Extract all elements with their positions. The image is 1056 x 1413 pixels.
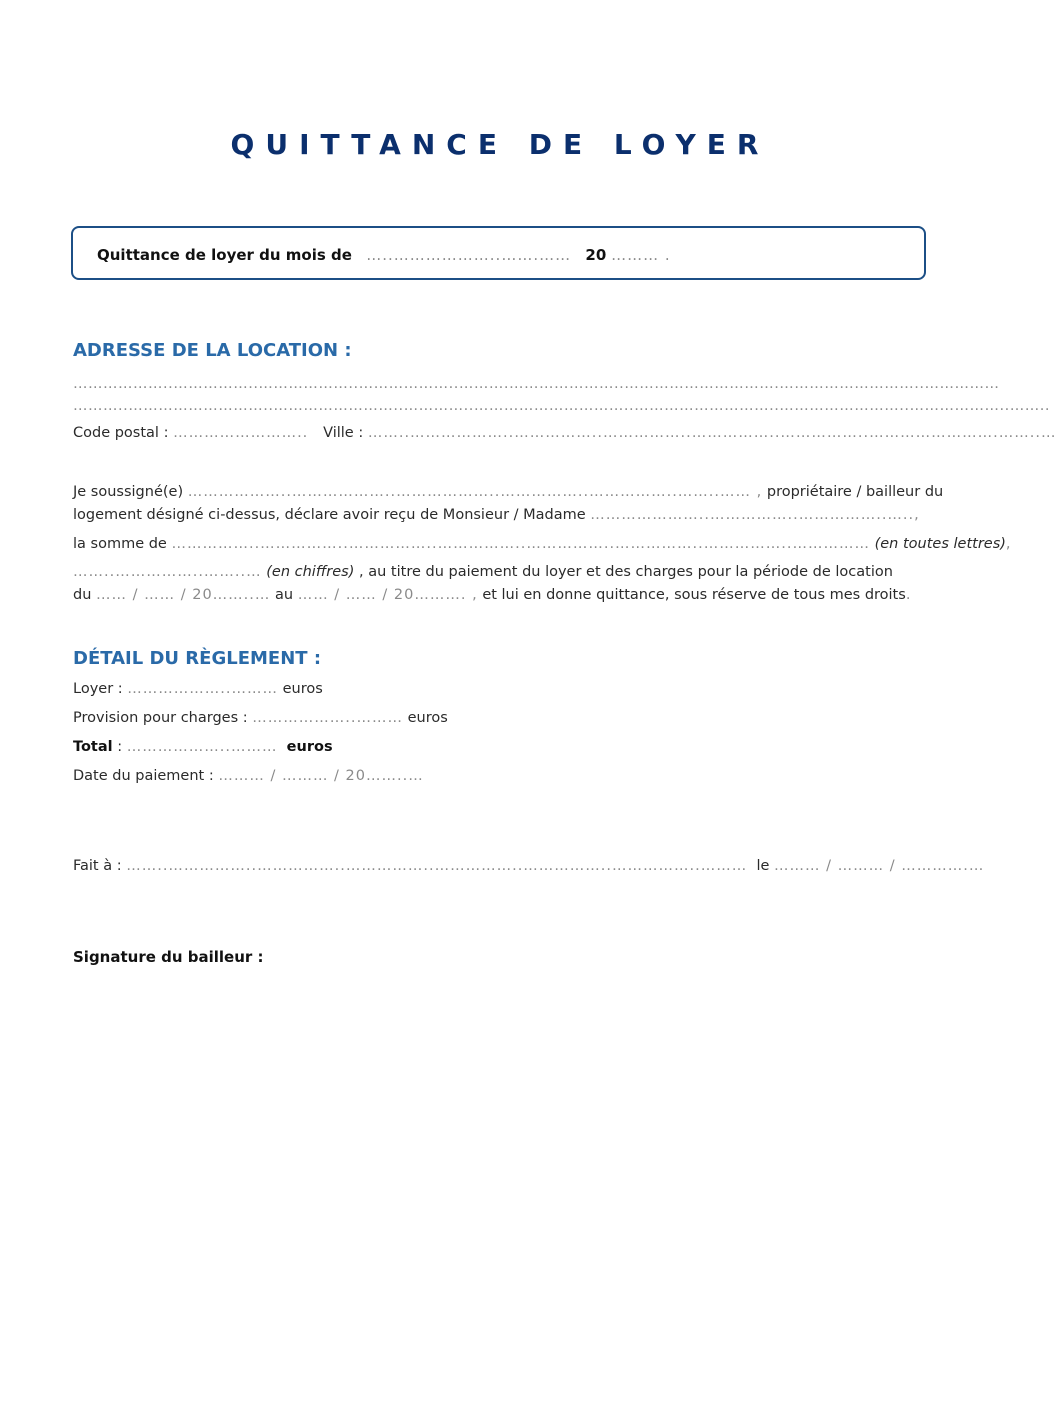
declaration-text: et lui en donne quittance, sous réserve de tous mes droits <box>482 587 906 603</box>
payment-date-row <box>73 768 918 784</box>
declaration-line-5 <box>73 587 918 603</box>
total-unit: euros <box>286 739 333 755</box>
place-field[interactable]: ……..……………..……………..……………..……………..……………..……………..……… <box>126 858 748 874</box>
signature-label: Signature du bailleur : <box>73 948 264 966</box>
total-sep: : <box>112 739 123 755</box>
charges-label: Provision pour charges : <box>73 710 248 726</box>
payment-date-field[interactable]: ……… / ……… / 20 <box>218 768 367 784</box>
made-at-row <box>73 858 985 874</box>
year-field[interactable]: ……… . <box>611 246 671 264</box>
declaration-line-3 <box>73 536 1012 552</box>
rent-row <box>73 681 918 697</box>
charges-field[interactable]: ………………..……… <box>252 710 403 726</box>
document-title: QUITTANCE DE LOYER <box>230 128 770 161</box>
period-start-field[interactable]: …… / …… / 20……..… <box>96 587 271 603</box>
declaration-text: au <box>275 587 294 603</box>
declaration-line-4 <box>73 564 918 580</box>
city-field[interactable]: ……..………………..……………..……………..……………..……………..…………………….……..… <box>367 425 1056 441</box>
declaration-line-2 <box>73 507 918 523</box>
rent-field[interactable]: ………………..……… <box>127 681 278 697</box>
declaration-text: , au titre du paiement du loyer et des charges pour la période de location <box>359 564 893 580</box>
city-label: Ville : <box>323 425 364 441</box>
charges-row <box>73 710 918 726</box>
charges-unit: euros <box>407 710 448 726</box>
tenant-name-field[interactable]: …………………..……………..……………..….., <box>590 507 920 523</box>
words-hint: (en toutes lettres) <box>874 536 1006 552</box>
landlord-name-field[interactable]: ………………..………………..………………..……………..……………..……..…… , <box>187 484 763 500</box>
digits-hint: (en chiffres) <box>266 564 355 580</box>
total-label: Total <box>73 739 113 755</box>
year-prefix: 20 <box>585 246 607 264</box>
month-box <box>71 226 926 280</box>
amount-digits-field[interactable]: ……..……………..……..… <box>73 564 262 580</box>
declaration-text: propriétaire / bailleur du <box>766 484 944 500</box>
total-field[interactable]: ………………..……… <box>126 739 278 755</box>
rent-label: Loyer : <box>73 681 123 697</box>
address-heading: ADRESSE DE LA LOCATION : <box>73 340 352 361</box>
period-end-field[interactable]: …… / …… / 20………. , <box>297 587 478 603</box>
declaration-text: la somme de <box>73 536 167 552</box>
month-row <box>97 246 671 264</box>
payment-heading: DÉTAIL DU RÈGLEMENT : <box>73 648 322 669</box>
payment-date-label: Date du paiement : <box>73 768 214 784</box>
period: . <box>905 587 912 603</box>
date-prefix: le <box>756 858 770 874</box>
rent-unit: euros <box>282 681 323 697</box>
address-line-2[interactable]: ………..………………………..……………………..…………..…………………………..………………………..……………………..………………..…….. <box>73 398 1050 414</box>
postal-city-row <box>73 425 1056 441</box>
month-label: Quittance de loyer du mois de <box>97 246 352 264</box>
declaration-text: du <box>73 587 92 603</box>
declaration-line-1 <box>73 484 944 500</box>
comma: , <box>1005 536 1012 552</box>
month-field[interactable]: …..………………..…….…… <box>366 246 572 264</box>
amount-words-field[interactable]: ……………..……………..……………..……………..……………..……………..……………..…………… <box>171 536 870 552</box>
postal-field[interactable]: …………………….. <box>173 425 314 441</box>
total-row <box>73 739 918 755</box>
declaration-text: logement désigné ci-dessus, déclare avoir reçu de Monsieur / Madame <box>73 507 586 523</box>
signing-date-field[interactable]: ……… / ……… / ………….… <box>774 858 985 874</box>
made-at-label: Fait à : <box>73 858 122 874</box>
address-line-1[interactable]: ………………..……………..………………..………………..……….…………………..………………………….………………………..…………… <box>73 376 1000 392</box>
postal-label: Code postal : <box>73 425 169 441</box>
declaration-text: Je soussigné(e) <box>73 484 184 500</box>
payment-year-field[interactable]: ……..… <box>366 768 424 784</box>
